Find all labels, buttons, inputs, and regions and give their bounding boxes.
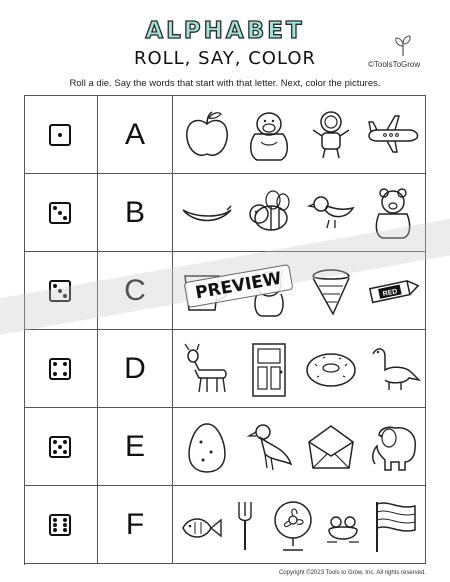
envelope-icon <box>303 418 359 476</box>
row-d <box>25 330 426 408</box>
egg-icon <box>179 418 235 476</box>
pictures-cell <box>173 96 426 174</box>
letter-cell: F <box>98 486 173 564</box>
fish-icon <box>177 496 223 554</box>
preview-watermark-label: PREVIEW <box>184 264 294 308</box>
worksheet-subtitle: ROLL, SAY, COLOR <box>133 48 317 69</box>
letter-cell: D <box>98 330 173 408</box>
frog-icon <box>321 496 365 554</box>
die-cell <box>25 486 98 564</box>
apple-icon <box>179 106 235 164</box>
gorilla-icon <box>241 106 297 164</box>
fork-icon <box>225 496 265 554</box>
banana-icon <box>179 184 235 242</box>
dinosaur-icon <box>365 340 421 398</box>
brand-label: ©ToolsToGrow <box>368 60 421 69</box>
pictures-cell <box>173 408 426 486</box>
flag-icon <box>369 496 423 554</box>
airplane-icon <box>365 106 421 164</box>
worksheet-header <box>0 0 450 95</box>
die-cell <box>25 96 98 174</box>
letter-cell: A <box>98 96 173 174</box>
bee-icon <box>241 184 297 242</box>
die-five-icon <box>49 436 71 458</box>
donut-icon <box>303 340 359 398</box>
row-e <box>25 408 426 486</box>
worksheet-title: ALPHABET <box>145 18 305 44</box>
letter-cell: E <box>98 408 173 486</box>
die-one-icon <box>49 124 71 146</box>
pictures-cell <box>173 330 426 408</box>
copyright-footer: Copyright ©2023 Tools to Grow, Inc. All rights reserved. <box>278 570 426 576</box>
door-icon <box>241 340 297 398</box>
die-three-icon <box>49 202 71 224</box>
die-cell <box>25 330 98 408</box>
die-four-icon <box>49 358 71 380</box>
die-cell <box>25 408 98 486</box>
letter-cell: C <box>98 252 173 330</box>
die-six-icon <box>49 514 71 536</box>
alphabet-grid <box>24 95 426 565</box>
pictures-cell <box>173 486 426 564</box>
row-f <box>25 486 426 564</box>
crayon-icon <box>365 262 421 320</box>
sprout-logo-icon <box>390 34 416 58</box>
fan-icon <box>269 496 317 554</box>
die-cell <box>25 174 98 252</box>
deer-icon <box>179 340 235 398</box>
crayon-label: RED <box>382 288 399 299</box>
row-a <box>25 96 426 174</box>
letter-cell: B <box>98 174 173 252</box>
bird-icon <box>303 184 359 242</box>
instructions-text: Roll a die. Say the words that start with that letter. Next, color the pictures. <box>69 78 381 89</box>
elephant-icon <box>365 418 421 476</box>
eagle-icon <box>241 418 297 476</box>
astronaut-icon <box>303 106 359 164</box>
